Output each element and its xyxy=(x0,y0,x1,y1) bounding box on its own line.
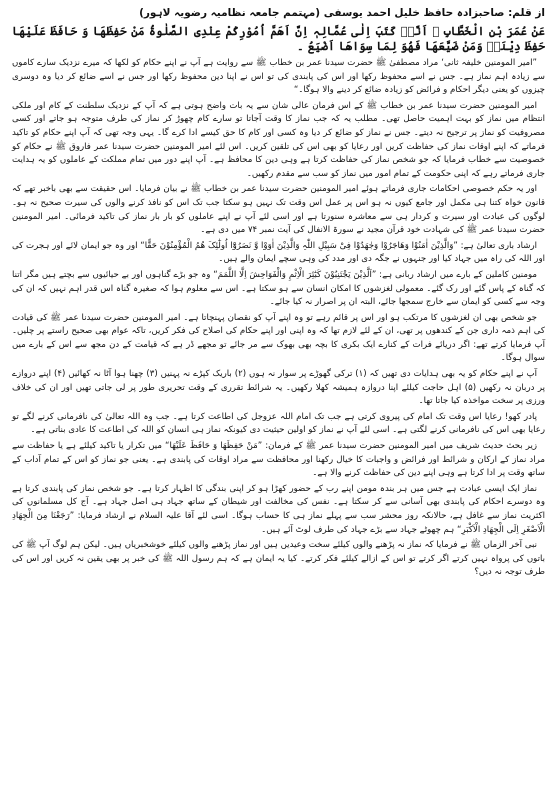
body-paragraph: ارشاد باری تعالیٰ ہے: ”وَالَّذِیْنَ اٰمَنُوْا وَھَاجَرُوْا وَجٰھَدُوْا فِیْ سَبِیْلِ اللّٰہِ وَالَّذِیْنَ اٰوَوْا وَّ نَصَرُوْٓا اُولٰٓئِکَ ھُمُ الْمُؤْمِنُوْنَ حَقًّا“ اور وہ جو ایمان لائے اور ہجرت کی اور اللہ کی راہ میں جہاد کیا اور جنہوں نے جگہ دی اور مدد کی وہی سچے ایمان والے ہیں۔ xyxy=(12,240,545,265)
body-paragraph: زیر بحث حدیث شریف میں امیر المومنین حضرت سیدنا عمر ﷺ کے فرمان: ”مَنْ حَفِظَھَا وَ حَافَظَ عَلَیْھَا“ میں تکرار یا تاکید کیلئے ہے یا حفاظت سے مراد نماز کے ارکان و شرائط اور فرائض و واجبات کا خیال رکھنا اور محافظت سے مراد اوقات کی پابندی ہے۔ یعنی جو نماز کو اس کے تمام آداب کے ساتھ وقت پر ادا کرتا ہے وہی اپنے دین کی حفاظت کرنے والا ہے۔ xyxy=(12,441,545,479)
body-paragraph: امیر المومنین حضرت سیدنا عمر بن خطاب ﷺ کے اس فرمان عالی شان سے یہ بات واضح ہوتی ہے کہ آپ کے نزدیک سلطنت کے کام اور ملکی انتظام میں نماز کو بہت اہمیت حاصل تھی۔ مطلب یہ کہ جب نماز کا وقت آجاتا تو سارے کام چھوڑ کر نماز کی طرف متوجہ ہو جاتے اور کسی مصروفیت کو نماز پر ترجیح نہ دیتے۔ جس نے نماز کو ضائع کر دیا وہ کسی اور کام کا حق کیسے ادا کرے گا۔ یہی وجہ تھی کہ آپ اپنے حکام کو تاکید فرماتے کہ اپنے اوقات نماز کی حفاظت کریں اور رعایا کو بھی اس کی تلقین کریں۔ اس لئے امیر المومنین حضرت سیدنا عمر فاروق ﷺ نے حکام کو خصوصیت سے خطاب فرمایا کہ جو شخص نماز کی حفاظت کرتا ہے وہی دین کا محافظ ہے۔ آپ اپنے دور میں تمام مملکت کے عاملوں کو یہ ہدایت جاری فرماتے رہے کہ اپنی حکومت کے تمام امور میں نماز کو سب سے مقدم رکھیں۔ xyxy=(12,100,545,179)
body-paragraph: مومنین کاملین کے بارے میں ارشاد ربانی ہے: ”اَلَّذِیْنَ یَجْتَنِبُوْنَ کَبٰٓئِرَ الْاِثْمِ وَالْفَوَاحِشَ اِلَّا اللَّمَمَ“ وہ جو بڑے گناہوں اور بے حیائیوں سے بچتے ہیں مگر اتنا کہ گناہ کے پاس گئے اور رک گئے۔ معمولی لغزشوں کا امکان انسان سے ہو سکتا ہے۔ اس سے معلوم ہوا کہ صغیرہ گناہ اس قدر اہم نہیں کہ ان کی وجہ سے کسی کو ایمان سے خارج سمجھا جائے، البتہ ان پر اصرار نہ کیا جائے۔ xyxy=(12,269,545,308)
body-paragraph: ”امیر المومنین خلیفہ ثانی‘ مراد مصطفیٰ ﷺ حضرت سیدنا عمر بن خطاب ﷺ سے روایت ہے آپ نے اپنے حکام کو لکھا کہ میرے نزدیک سارے کاموں سے زیادہ اہم نماز ہے۔ جس نے اسے محفوظ رکھا اور اس کی پابندی کی تو اس نے اپنا دین محفوظ رکھا اور جس نے اسے ضائع کر دیا وہ دوسری چیزوں کو یعنی دیگر احکام و فرائض کو زیادہ ضائع کر دینے والا ہوگا۔“ xyxy=(12,58,545,96)
body-paragraph: جو شخص بھی ان لغزشوں کا مرتکب ہو اور اس پر قائم رہے تو وہ اپنے آپ کو نقصان پہنچاتا ہے۔ امیر المومنین حضرت سیدنا عمر ﷺ کی قیادت کی اہم ذمہ داری جن کے کندھوں پر تھی، ان کے لئے لازم تھا کہ وہ اپنی اور اپنے حکام کی اصلاح کی فکر کریں، تاکہ عوام بھی صحیح راستے پر چلیں۔ آپ فرمایا کرتے تھے: اگر دریائے فرات کے کنارے ایک بکری کا بچہ بھی بھوک سے مر جائے تو مجھے ڈر ہے کہ قیامت کے دن مجھ سے اس کے بارے میں سوال ہوگا۔ xyxy=(12,312,545,364)
body-paragraph: پادر کھو! رعایا اس وقت تک امام کی پیروی کرتی ہے جب تک امام اللہ عزوجل کی اطاعت کرتا ہے۔ جب وہ اللہ تعالیٰ کی نافرمانی کرنے لگے تو رعایا بھی اس کی نافرمانی کرنے لگتی ہے۔ اسی لئے آپ نے نماز کو اولین حیثیت دی کیونکہ نماز ہی انسان کو اللہ کی اطاعت کا عادی بناتی ہے۔ xyxy=(12,411,545,436)
body-paragraph: آپ نے اپنے حکام کو یہ بھی ہدایات دی تھیں کہ (۱) ترکی گھوڑے پر سوار نہ ہوں (۲) باریک کپڑے نہ پہنیں (۳) چھنا ہوا آٹا نہ کھائیں (۴) اپنے دروازے پر دربان نہ رکھیں (۵) اہل حاجت کیلئے اپنا دروازہ ہمیشہ کھلا رکھیں۔ یہ شرائط تقرری کے وقت تحریری طور پر لی جاتی تھیں اور ان کی خلاف ورزی پر سخت مواخذہ کیا جاتا تھا۔ xyxy=(12,369,545,407)
arabic-hadith-heading: عَنْ عُمَرَ بْنِ الْخَطَّابِ ﷺ اَنَّہٗ کَتَبَ اِلٰی عُمَّالِہٖ اِنَّ اَھَمَّ اُمُوْرِکُمْ عِنْدِی الصَّلٰوۃُ مَنْ حَفِظَھَا وَ حَافَظَ عَلَیْھَا حَفِظَ دِیْنَہٗ وَمَنْ ضَیَّعَھَا فَھُوَ لِمَا سِوَاھَا اَضْیَعُ ۔ xyxy=(12,24,545,53)
article-body xyxy=(12,57,545,580)
author-byline: از قلم: صاحبزادہ حافظ خلیل احمد یوسفی (مہتمم جامعہ نظامیہ رضویہ لاہور) xyxy=(139,7,545,19)
body-paragraph: نبی آخر الزماں ﷺ نے فرمایا کہ نماز نہ پڑھنے والوں کیلئے سخت وعیدیں ہیں اور نماز پڑھنے والوں کیلئے خوشخبریاں ہیں۔ لیکن ہم لوگ آپ ﷺ کی باتوں کی پرواہ نہیں کرتے اگر کرتے تو اس کے ازالے کیلئے فکر کرتے۔ کیا یہ ایمان ہے کہ ہم رسول اللہ ﷺ کی خبر پر بھی یقین نہ کریں اور اس کی طرف توجہ نہ دیں؟ xyxy=(12,540,545,578)
body-paragraph: نماز ایک ایسی عبادت ہے جس میں ہر بندہ مومن اپنے رب کے حضور کھڑا ہو کر اپنی بندگی کا اظہار کرتا ہے۔ جو شخص نماز کی پابندی کرتا ہے وہ دوسرے احکام کی پابندی بھی آسانی سے کر سکتا ہے۔ نفس کی مخالفت اور شیطان کے ساتھ جہاد ہی اصل جہاد ہے۔ آج کل مسلمانوں کی اکثریت نماز سے غافل ہے، حالانکہ روز محشر سب سے پہلے نماز ہی کا حساب ہوگا۔ اسی لئے آقا علیہ السلام نے ارشاد فرمایا: ”رَجَعْنَا مِنَ الْجِھَادِ الْاَصْغَرِ اِلَی الْجِھَادِ الْاَکْبَرِ“ ہم چھوٹے جہاد سے بڑے جہاد کی طرف لوٹ آئے ہیں۔ xyxy=(12,483,545,535)
body-paragraph: اور یہ حکم خصوصی احکامات جاری فرماتے ہوئے امیر المومنین حضرت سیدنا عمر بن خطاب ﷺ نے بیان فرمایا۔ اس حقیقت سے بھی باخبر تھے کہ قانون خواہ کتنا ہی مکمل اور جامع کیوں نہ ہو اس پر عمل اس وقت تک نہیں ہو سکتا جب تک اس کو نافذ کرنے والوں کی سیرت صحیح نہ ہو۔ لوگوں کی عبادت اور سیرت و کردار ہی سے معاشرہ سنورتا ہے اور اسی لئے آپ نے اپنے عاملوں کو بار بار نماز کی تاکید فرمائی۔ امیر المومنین حضرت سیدنا عمر ﷺ کی شہادت خود قرآن مجید نے سورۃ الانفال کی آیت نمبر ۷۴ میں دی ہے۔ xyxy=(12,184,545,236)
